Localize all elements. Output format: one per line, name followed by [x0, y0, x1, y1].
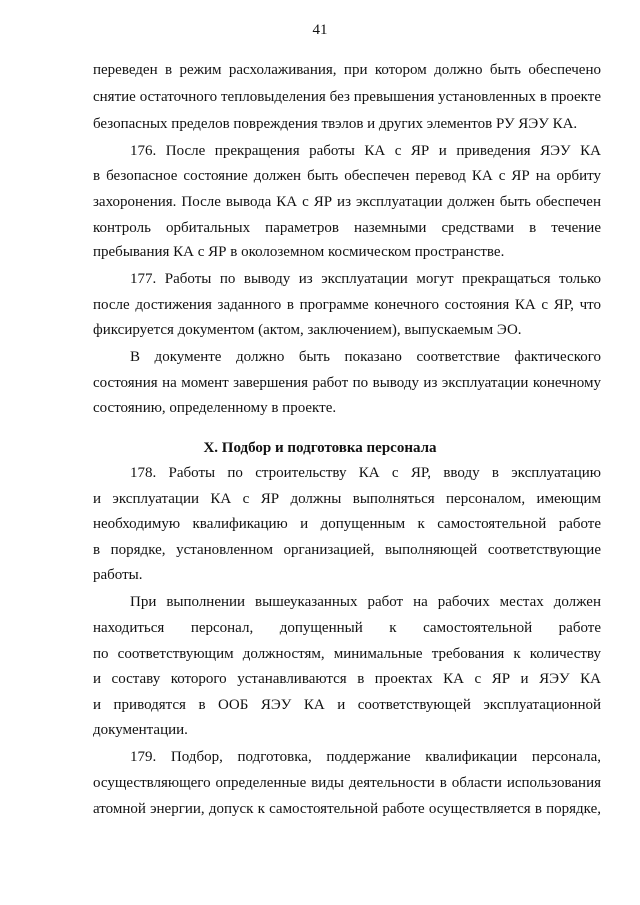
text-line: 179. Подбор, подготовка, поддержание квалификации персонала, — [130, 749, 601, 765]
text-line: по соответствующим должностям, минимальные требования к количеству — [93, 646, 601, 662]
text-line: необходимую квалификацию и допущенным к самостоятельной работе — [93, 516, 601, 532]
text-line: атомной энергии, допуск к самостоятельной работе осуществляется в порядке, — [93, 801, 601, 817]
text-line: в безопасное состояние должен быть обеспечен перевод КА с ЯР на орбиту — [93, 168, 601, 184]
text-line: 177. Работы по выводу из эксплуатации могут прекращаться только — [130, 271, 601, 287]
text-line: документации. — [93, 722, 188, 738]
text-line: и эксплуатации КА с ЯР должны выполняться персоналом, имеющим — [93, 491, 601, 507]
text-line: и приводятся в ООБ ЯЭУ КА и соответствующей эксплуатационной — [93, 697, 601, 713]
text-line: безопасных пределов повреждения твэлов и других элементов РУ ЯЭУ КА. — [93, 116, 578, 132]
text-line: пребывания КА с ЯР в околоземном космическом пространстве. — [93, 244, 505, 260]
text-line: фиксируется документом (актом, заключением), выпускаемым ЭО. — [93, 322, 522, 338]
text-line: осуществляющего определенные виды деятельности в области использования — [93, 775, 601, 791]
text-line: При выполнении вышеуказанных работ на рабочих местах должен — [130, 594, 601, 610]
section-heading: X. Подбор и подготовка персонала — [203, 440, 437, 456]
text-line: находиться персонал, допущенный к самостоятельной работе — [93, 620, 601, 636]
text-line: 178. Работы по строительству КА с ЯР, вводу в эксплуатацию — [130, 465, 601, 481]
text-line: и составу которого устанавливаются в проектах КА с ЯР и ЯЭУ КА — [93, 671, 601, 687]
text-line: переведен в режим расхолаживания, при котором должно быть обеспечено — [93, 62, 601, 78]
text-line: работы. — [93, 567, 143, 583]
text-line: 176. После прекращения работы КА с ЯР и приведения ЯЭУ КА — [130, 143, 601, 159]
text-line: контроль орбитальных параметров наземными средствами в течение — [93, 220, 601, 236]
text-line: после достижения заданного в программе конечного состояния КА с ЯР, что — [93, 297, 601, 313]
text-line: состояния на момент завершения работ по выводу из эксплуатации конечному — [93, 375, 601, 391]
text-line: в порядке, установленном организацией, выполняющей соответствующие — [93, 542, 601, 558]
text-line: снятие остаточного тепловыделения без превышения установленных в проекте — [93, 89, 601, 105]
text-line: состоянию, определенному в проекте. — [93, 400, 337, 416]
text-line: захоронения. После вывода КА с ЯР из эксплуатации должен быть обеспечен — [93, 194, 601, 210]
page-number: 41 — [312, 22, 328, 38]
text-line: В документе должно быть показано соответствие фактического — [130, 349, 601, 365]
